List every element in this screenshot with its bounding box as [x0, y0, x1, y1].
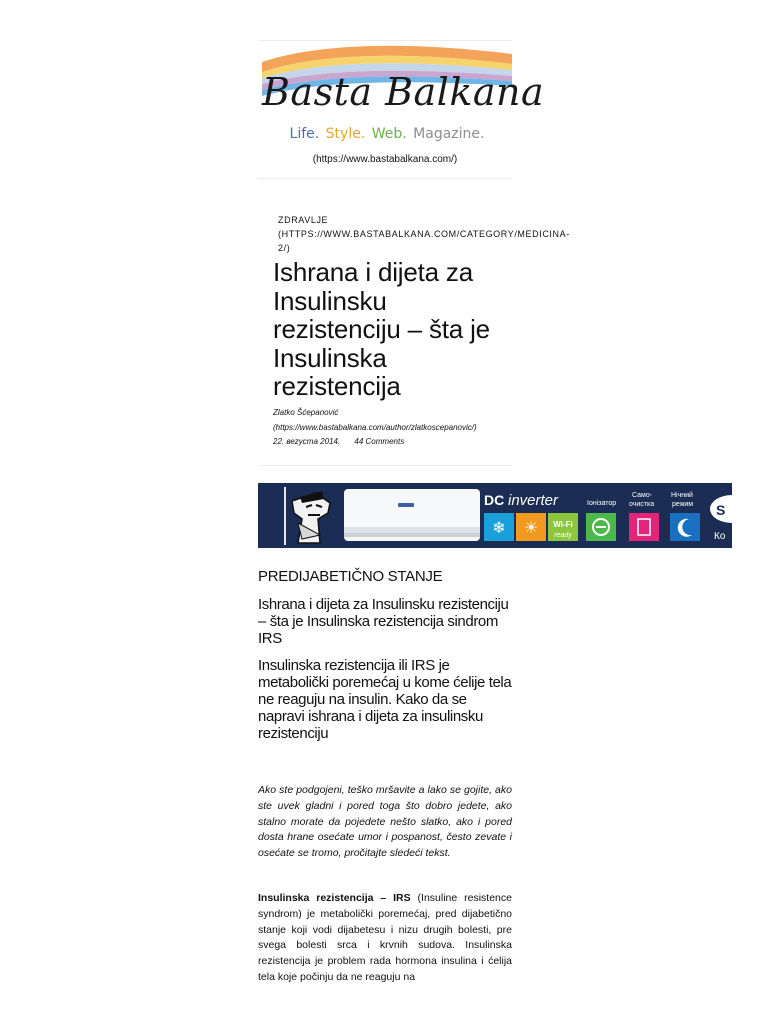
top-divider: [258, 40, 512, 41]
air-conditioner-icon: [344, 489, 480, 541]
svg-text:Wi-Fi: Wi-Fi: [553, 520, 573, 529]
logo-tagline: [262, 126, 512, 142]
tagline-style: Style.: [325, 126, 366, 142]
svg-text:Ко: Ко: [714, 531, 726, 542]
article-title: Ishrana i dijeta za Insulinsku rezistenciju – šta je Insulinska rezistencija: [273, 257, 490, 401]
article-meta: [273, 406, 513, 450]
body-text: (Insuline resistence syndrom) je metabolički poremećaj, pred dijabetično stanje koji vodi dijabetesu i nizu drugih bolesti, pre svega bolesti srca i krvnih sudova. Insulinska rezistencija je problem rada hormona insulina i ćelija tela koje počinju da ne reaguju na: [258, 892, 512, 983]
svg-text:❄: ❄: [492, 520, 506, 537]
tagline-life: Life.: [289, 126, 320, 142]
site-logo[interactable]: [262, 44, 545, 152]
section-heading: PREDIJABETIČNO STANJE: [258, 568, 443, 585]
ad-banner[interactable]: [258, 483, 732, 548]
body-paragraph: [258, 891, 512, 986]
intro-paragraph: Ako ste podgojeni, teško mršavite a lako se gojite, ako ste uvek gladni i pored toga što dobro jedete, ako stalno morate da pojedete nešto slatko, ako i pored dosta hrane osećate umor i pospanost, često zevate i osećate se tromo, pročitajte sledeći tekst.: [258, 784, 512, 860]
comments-link[interactable]: 44 Comments: [354, 437, 405, 446]
svg-text:очистка: очистка: [629, 501, 655, 508]
author-link[interactable]: Zlatko Šćepanović (https://www.bastabalkana.com/author/zlatkoscepanovic/): [273, 408, 477, 432]
meta-divider: [258, 465, 512, 466]
category-link[interactable]: ZDRAVLJE (HTTPS://WWW.BASTABALKANA.COM/CATEGORY/MEDICINA-2/): [278, 215, 570, 253]
tagline-magazine: Magazine.: [413, 126, 485, 142]
svg-text:☀: ☀: [523, 520, 539, 537]
svg-text:ready: ready: [554, 532, 572, 539]
logo-url-text[interactable]: (https://www.bastabalkana.com/): [312, 154, 458, 165]
subheading-2: Insulinska rezistencija ili IRS je metabolički poremećaj u kome ćelije tela ne reaguju na insulin. Kako da se napravi ishrana i dijeta za insulinsku rezistenciju: [258, 657, 512, 742]
tagline-web: Web.: [371, 126, 407, 142]
banner-artwork: [258, 483, 732, 548]
body-bold-term: Insulinska rezistencija – IRS: [258, 892, 411, 904]
svg-text:Нічний: Нічний: [671, 492, 693, 499]
svg-text:S: S: [716, 502, 726, 518]
svg-text:Само-: Само-: [632, 492, 653, 499]
post-date: 22. веzycmа 2014.: [273, 437, 341, 446]
svg-text:режим: режим: [672, 501, 694, 508]
svg-text:Іонізатор: Іонізатор: [587, 500, 617, 507]
svg-text:DC: DC: [484, 492, 505, 508]
subheading-1: Ishrana i dijeta za Insulinsku rezistenciju – šta je Insulinska rezistencija sindrom IRS: [258, 596, 509, 647]
header-divider: [258, 178, 512, 179]
logo-wordmark: Basta Balkana: [262, 70, 545, 114]
svg-text:inverter: inverter: [508, 492, 559, 509]
